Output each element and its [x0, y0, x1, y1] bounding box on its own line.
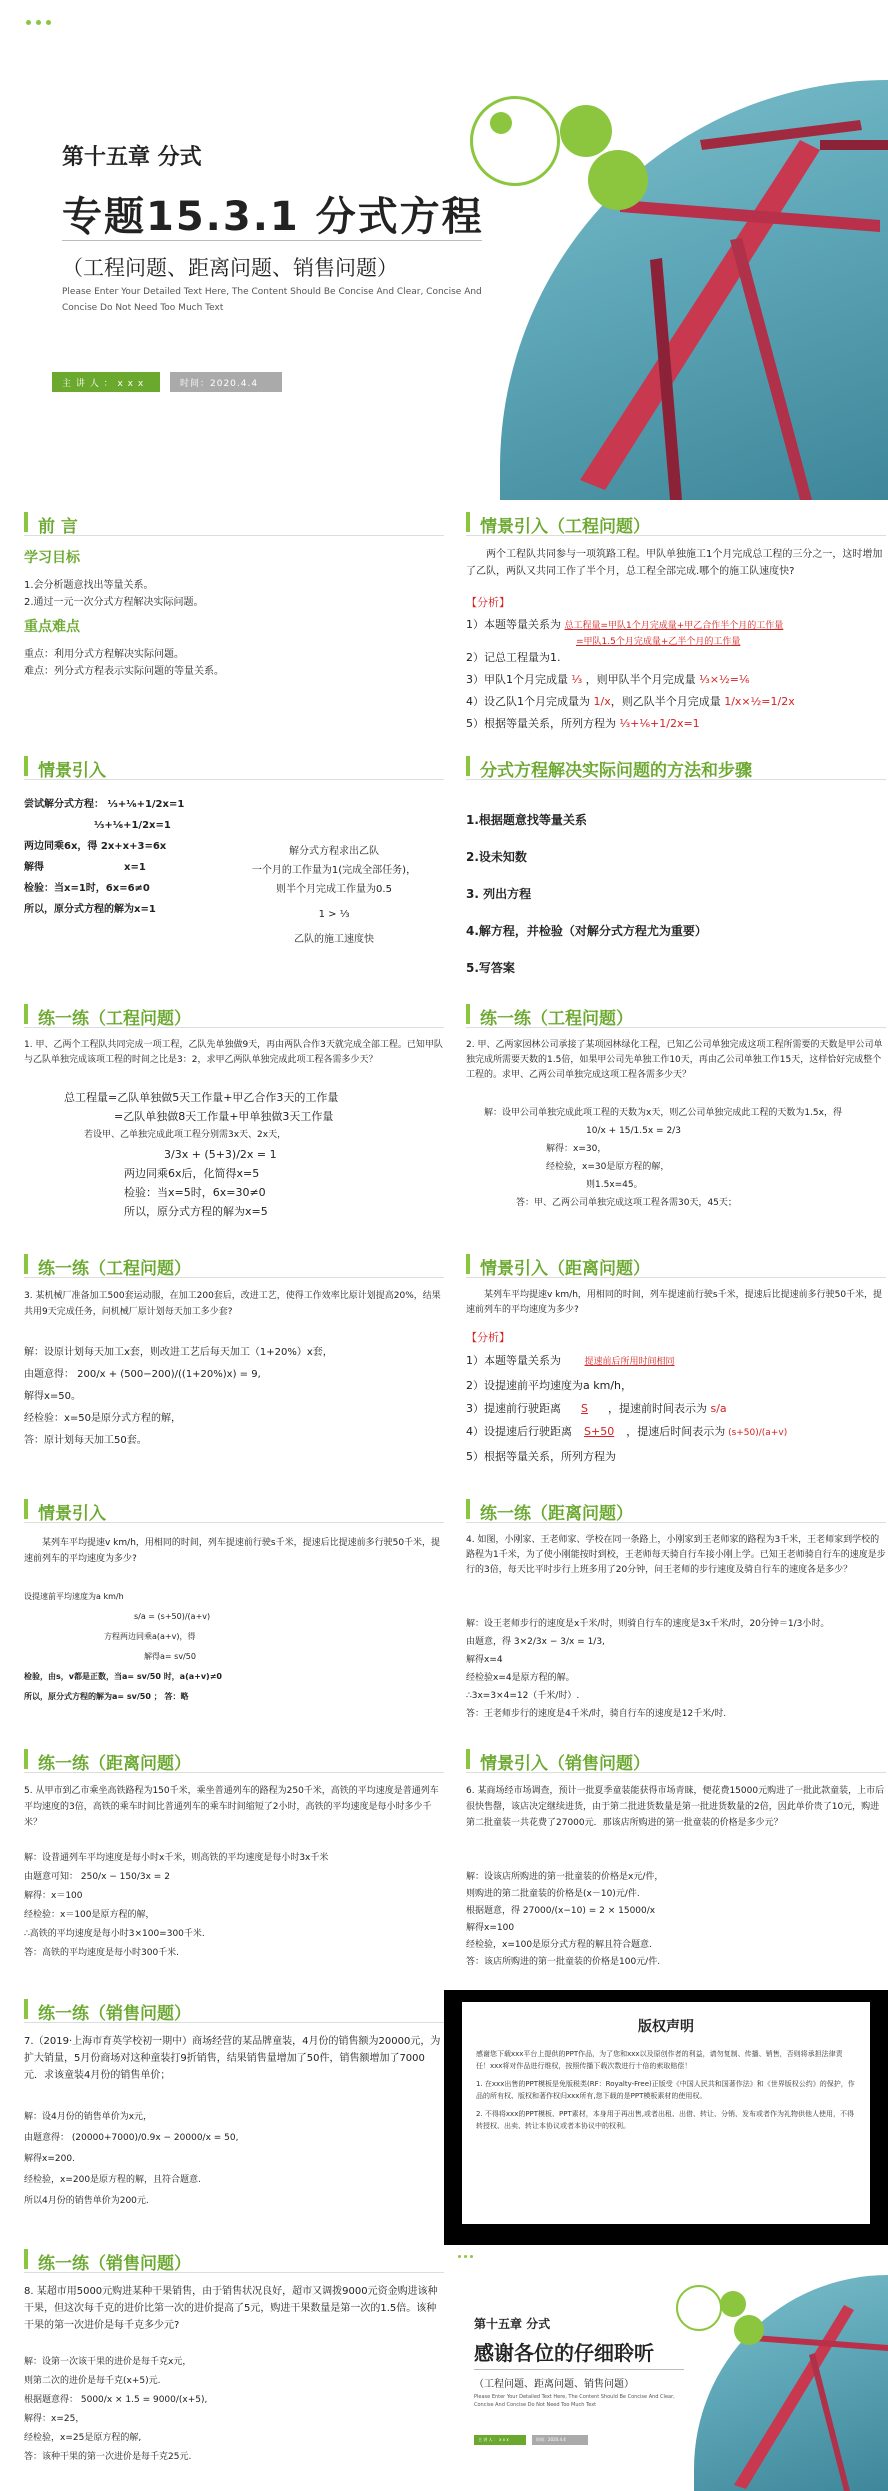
text-line: 乙队的施工速度快 — [294, 934, 374, 945]
slide-header — [466, 1745, 886, 1773]
slide-title: 情景引入（工程问题） — [480, 517, 650, 537]
text-line: 重点：利用分式方程解决实际问题。 — [24, 649, 184, 660]
slide-header — [466, 508, 886, 536]
slide-header — [24, 1495, 444, 1523]
paragraph: 3. 某机械厂准备加工500套运动服，在加工200套后，改进工艺，使得工作效率比原计划提高20%，结果共用9天完成任务，问机械厂原计划每天加工多少套? — [24, 1291, 441, 1317]
step: 5.写答案 — [466, 961, 515, 975]
text-line: 解得：x＝100 — [24, 1891, 83, 1901]
text-line: 解：设王老师步行的速度是x千米/时，则骑自行车的速度是3x千米/时，20分钟＝1/3小时。 — [466, 1619, 830, 1629]
slide-title: 情景引入 — [38, 761, 106, 781]
text-line: 两边同乘6x后，化简得x=5 — [124, 1167, 260, 1180]
question: ，则甲队半个月完成量 — [585, 673, 696, 686]
text-line: 解得x=4 — [466, 1655, 503, 1665]
text-line: 时，a(a+v)≠0 — [163, 1672, 222, 1681]
step: 3. 列出方程 — [466, 887, 532, 901]
slide-header — [24, 1000, 444, 1028]
step: 1.根据题意找等量关系 — [466, 813, 587, 827]
cover-slide — [0, 0, 888, 500]
dot-decoration — [470, 2255, 473, 2258]
slide-header — [466, 1250, 886, 1278]
slide-title: 练一练（工程问题） — [38, 1259, 191, 1279]
paragraph: 某列车平均提速v km/h，用相同的时间，列车提速前行驶s千米，提速后比提速前多行驶50千米，提速前列车的平均速度为多少? — [24, 1538, 441, 1564]
slide-scenario-distance: 情景引入（距离问题） 某列车平均提速v km/h，用相同的时间，列车提速前行驶s千米，提速后比提速前多行驶50千米，提速前列车的平均速度为多少? 【分析】 1）本题等量关系为 提速前后所用时间相同 2）设提速前平均速度为a km/h， 3）提速前行驶距离 S ，提速前时间表示为 s/a 4）设提速后行驶距离 S+50 ，提速后时间表示为 (s+50)/(a+v) 5）根据等量关系，所列方程为 — [466, 1250, 886, 1480]
text-line: 经检验，x=30是原方程的解， — [546, 1162, 670, 1172]
slide-scenario: 情景引入 尝试解分式方程： ⅓+⅙+1/2x=1 ⅓+⅙+1/2x=1 两边同乘6x，得 2x+x+3=6x 解得 x=1 检验：当x=1时，6x=6≠0 所以，原分式方程的解为x=1 解分式方程求出乙队 一个月的工作量为1(完成全部任务)， 则半个月完成工作量为0.5 1 > ⅓ 乙队的施工速度快 — [24, 752, 444, 982]
question: 5）根据等量关系，所列方程为 — [466, 1450, 616, 1463]
title-accent-bar — [466, 756, 470, 776]
step: 2.设未知数 — [466, 850, 527, 864]
text-line: 2.通过一元一次分式方程解决实际问题。 — [24, 597, 204, 608]
slide-title: 练一练（销售问题） — [38, 2004, 191, 2024]
slide-preface — [24, 508, 444, 738]
slide-practice-3: 练一练（工程问题） 3. 某机械厂准备加工500套运动服，在加工200套后，改进工艺，使得工作效率比原计划提高20%，结果共用9天完成任务，问机械厂原计划每天加工多少套? 解：设原计划每天加工x套，则改进工艺后每天加工（1+20%）x套， 由题意得： 200/x + (500−200)/((1+20%)x) = 9, 解得x=50。 经检验：x=50是原分式方程的解， 答：原计划每天加工50套。 — [24, 1250, 444, 1480]
text-line: 经检验，x=100是原分式方程的解且符合题意. — [466, 1940, 652, 1950]
equation: 总工程量=乙队单独做5天工作量+甲乙合作3天的工作量 — [64, 1091, 339, 1104]
text-line: 解：设普通列车平均速度是每小时x千米，则高铁的平均速度是每小时3x千米 — [24, 1853, 329, 1863]
text-line: 由题意得： — [24, 2133, 70, 2143]
text-line: 答：原计划每天加工50套。 — [24, 1435, 147, 1446]
question: 5）根据等量关系，所列方程为 — [466, 717, 616, 730]
title-accent-bar — [24, 1254, 28, 1274]
green-ring — [676, 2285, 722, 2331]
question: 1）本题等量关系为 — [466, 618, 561, 631]
slide-practice-8: 练一练（销售问题） 8. 某超市用5000元购进某种干果销售，由于销售状况良好，超市又调拨9000元资金购进该种干果，但这次每千克的进价比第一次的进价提高了5元，购进干果数量是第一次的1.5倍。该种干果的第一次进价是每千克多少元? 解：设第一次该干果的进价是每千克x元， 则第二次的进价是每千克(x+5)元. 根据题意得： 5000/x × 1.5 = 9000/(x+5), 解得：x=25， 经检验，x=25是原方程的解, 答：该种干果的第一次进价是每千克25元. — [24, 2245, 444, 2480]
text-line: 设提速前平均速度为a km/h — [24, 1592, 124, 1601]
text-line: 解得x=200. — [24, 2154, 75, 2164]
text-line: ∴高铁的平均速度是每小时3×100=300千米. — [24, 1929, 205, 1939]
text-line: 尝试解分式方程： — [24, 799, 104, 810]
title-accent-bar — [466, 1749, 470, 1769]
text-line: 若设甲、乙单独完成此项工程分别需3x天、2x天， — [84, 1130, 287, 1140]
copyright-title: 版权声明 — [638, 2019, 694, 2035]
text-line: 由题意，得 — [466, 1637, 512, 1647]
green-circle — [720, 2291, 746, 2317]
text-line: 所以，原分式方程的解为x=1 — [24, 904, 156, 915]
slide-title: 练一练（工程问题） — [38, 1009, 191, 1029]
text-line: 解分式方程求出乙队 — [289, 846, 379, 857]
text-line: 经检验：x＝100是原方程的解， — [24, 1910, 155, 1920]
english-text: Please Enter Your Detailed Text Here, The Content Should Be Concise And Clear, Concise And Concise Do Not Need Too Much Text — [474, 2394, 675, 2408]
slide-header — [24, 752, 444, 780]
text-line: 方程两边同乘a(a+v)，得 — [104, 1632, 196, 1641]
text-line: 解：设4月份的销售单价为x元， — [24, 2112, 153, 2122]
question: 1）本题等量关系为 — [466, 1354, 561, 1367]
green-circle — [560, 105, 612, 157]
text-line: 解得：x=25， — [24, 2414, 85, 2424]
text-line: 解得x=50。 — [24, 1391, 82, 1402]
slide-title: 练一练（销售问题） — [38, 2254, 191, 2274]
text-line: 解得x=100 — [466, 1923, 515, 1933]
text-line: 检验：当x=5时，6x=30≠0 — [124, 1186, 266, 1199]
slide-practice-5: 练一练（距离问题） 5. 从甲市到乙市乘坐高铁路程为150千米，乘坐普通列车的路程为250千米，高铁的平均速度是普通列车平均速度的3倍，高铁的乘车时间比普通列车的乘车时间缩短了2小时，高铁的平均速度是每小时多少千米？ 解：设普通列车平均速度是每小时x千米，则高铁的平均速度是每小时3x千米 由题意可知： 250/x − 150/3x = 2 解得：x＝100 经检验：x＝100是原方程的解， ∴高铁的平均速度是每小时3×100=300千米. 答：高铁的平均速度是每小时300千米. — [24, 1745, 444, 1975]
slide-header — [24, 1250, 444, 1278]
paragraph: 8. 某超市用5000元购进某种干果销售，由于销售状况良好，超市又调拨9000元资金购进该种干果，但这次每千克的进价比第一次的进价提高了5元，购进干果数量是第一次的1.5倍。该种干果的第一次进价是每千克多少元? — [24, 2286, 438, 2331]
text-line: 解：设甲公司单独完成此项工程的天数为x天，则乙公司单独完成此工程的天数为1.5x，得 — [484, 1108, 842, 1118]
text-line: 根据题意得： — [24, 2395, 79, 2405]
dot-decoration — [464, 2255, 467, 2258]
text-line: 1.会分析题意找出等量关系。 — [24, 580, 154, 591]
text-line: 检验，由s，v都是正数，当a= — [24, 1672, 135, 1681]
title-accent-bar — [24, 1999, 28, 2019]
text-line: 解：设原计划每天加工x套，则改进工艺后每天加工（1+20%）x套， — [24, 1347, 333, 1358]
heading: 学习目标 — [24, 550, 80, 566]
subtitle: （工程问题、距离问题、销售问题） — [474, 2379, 634, 2390]
text-line: 答：略 — [164, 1692, 189, 1701]
text-line: 答：甲、乙两公司单独完成这项工程各需30天，45天； — [516, 1198, 737, 1208]
title-accent-bar — [466, 1004, 470, 1024]
dot-decoration — [26, 20, 31, 25]
text-line: 答：高铁的平均速度是每小时300千米. — [24, 1948, 180, 1958]
text-line: 检验：当x=1时，6x=6≠0 — [24, 883, 150, 894]
text-line: 1. 在xxx出售的PPT模板是免版税类(RF：Royalty-Free)正版受《中国人民共和国著作法》和《世界版权公约》的保护，作品的所有权、版权和著作权归xxx所有,您下载的是PPT模板素材的使用权。 — [476, 2080, 855, 2100]
slide-header — [24, 2245, 444, 2273]
question: ，提速后时间表示为 — [626, 1425, 726, 1438]
slide-header — [466, 752, 886, 780]
slide-title: 情景引入（销售问题） — [480, 1754, 650, 1774]
text-line: 解得 — [24, 862, 44, 873]
question: 4）设乙队1个月完成量为 — [466, 695, 590, 708]
paragraph: 7.（2019·上海市育英学校初一期中）商场经营的某品牌童装，4月份的销售额为20000元，为扩大销量，5月份商场对这种童装打9折销售，结果销售量增加了50件，销售额增加了7000元．求该童装4月份的销售单价； — [24, 2036, 441, 2081]
title-accent-bar — [466, 1254, 470, 1274]
analysis-label: 【分析】 — [466, 596, 510, 609]
slide-title: 前 言 — [38, 517, 78, 537]
green-circle — [588, 150, 648, 210]
text-line: 难点：列分式方程表示实际问题的等量关系。 — [24, 666, 224, 677]
answer: 总工程量=甲队1个月完成量+甲乙合作半个月的工作量 — [564, 621, 784, 631]
slide-scenario-2: 情景引入 某列车平均提速v km/h，用相同的时间，列车提速前行驶s千米，提速后比提速前多行驶50千米，提速前列车的平均速度为多少? 设提速前平均速度为a km/h s/a = (s+50)/(a+v) 方程两边同乘a(a+v)，得 解得a= sv/50 检验，由s，v都是正数，当a= sv/50 时，a(a+v)≠0 所以，原分式方程的解为a= sv/50 ； 答：略 — [24, 1495, 444, 1725]
slide-header — [24, 1745, 444, 1773]
title-accent-bar — [24, 1499, 28, 1519]
title-accent-bar — [24, 2249, 28, 2269]
text-line: 根据题意，得 — [466, 1906, 521, 1916]
paragraph: 2. 甲、乙两家园林公司承接了某项园林绿化工程，已知乙公司单独完成这项工程所需要的天数是甲公司单独完成所需要天数的1.5倍，如果甲公司先单独工作10天，再由乙公司单独工作15天，这样恰好完成整个工程的。求甲、乙两公司单独完成这项工程各需多少天？ — [466, 1040, 883, 1080]
text-line: 1 > — [318, 909, 337, 920]
slide-end — [444, 2245, 888, 2491]
text-line: x=1 — [124, 862, 146, 873]
slide-title: 练一练（工程问题） — [480, 1009, 633, 1029]
green-ring — [470, 96, 560, 186]
text-line: 2. 不得将xxx的PPT模板、PPT素材，本身用于再出售,或者出租、出借、转让、分销、发布或者作为礼物供他人使用，不得转授权、出卖、转让本协议或者本协议中的权利。 — [476, 2110, 854, 2130]
text-line: 答：该店所购进的第一批童装的价格是100元/件. — [466, 1957, 661, 1967]
dot-decoration — [36, 20, 41, 25]
text-line: 经检验：x=50是原分式方程的解， — [24, 1413, 182, 1424]
text-line: 所以4月份的销售单价为200元. — [24, 2196, 149, 2206]
paragraph: 某列车平均提速v km/h，用相同的时间，列车提速前行驶s千米，提速后比提速前多行驶50千米，提速前列车的平均速度为多少? — [466, 1290, 883, 1315]
text-line: 经检验，x=200是原方程的解，且符合题意. — [24, 2175, 201, 2185]
speaker-tag: 主 讲 人 ： x x x — [52, 372, 160, 392]
slide-header — [466, 1000, 886, 1028]
title-accent-bar — [24, 756, 28, 776]
text-line: 感谢您下载xxx平台上提供的PPT作品，为了您和xxx以及原创作者的利益，请勿复制、传播、销售，否则将承担法律责任！xxx将对作品进行维权，按照传播下载次数进行十倍的索取赔偿！ — [476, 2050, 843, 2070]
question: 3）提速前行驶距离 — [466, 1402, 561, 1415]
text-line: 所以，原分式方程的解为a= — [24, 1692, 125, 1701]
chapter-title: 第十五章 分式 — [62, 145, 202, 170]
text-line: 则半个月完成工作量为0.5 — [276, 884, 392, 895]
slide-scenario-engineering: 情景引入（工程问题） 两个工程队共同参与一项筑路工程。甲队单独施工1个月完成总工程的三分之一，这时增加了乙队，两队又共同工作了半个月，总工程全部完成.哪个的施工队速度快? 【分析】 1）本题等量关系为 总工程量=甲队1个月完成量+甲乙合作半个月的工作量 =甲队1.5个月完成量+乙半个月的工作量 2）记总工程量为1. 3）甲队1个月完成量 ⅓ ，则甲队半个月完成量 ⅓×½=⅙ 4）设乙队1个月完成量为 1/x，则乙队半个月完成量 1/x×½=1/2x 5）根据等量关系，所列方程为 ⅓+⅙+1/2x=1 — [466, 508, 886, 738]
green-circle — [490, 112, 512, 134]
paragraph: 两个工程队共同参与一项筑路工程。甲队单独施工1个月完成总工程的三分之一，这时增加了乙队，两队又共同工作了半个月，总工程全部完成.哪个的施工队速度快? — [466, 549, 883, 577]
text-line: 答：该种干果的第一次进价是每千克25元. — [24, 2452, 192, 2462]
question: ，则乙队半个月完成量 — [610, 695, 721, 708]
slide-scenario-sales: 情景引入（销售问题） 6. 某商场经市场调查，预计一批夏季童装能获得市场青睐，便花费15000元购进了一批此款童装，上市后很快售罄，该店决定继续进货，由于第二批进货数量是第一批进货数量的2倍，因此单价贵了10元，购进第二批童装一共花费了27000元．那该店所购进的第一批童装的价格是多少元？ 解：设该店所购进的第一批童装的价格是x元/件， 则购进的第二批童装的价格是(x－10)元/件. 根据题意，得 27000/(x−10) = 2 × 15000/x 解得x=100 经检验，x=100是原分式方程的解且符合题意. 答：该店所购进的第一批童装的价格是100元/件. — [466, 1745, 886, 1975]
text-line: 则1.5x=45。 — [586, 1180, 643, 1190]
paragraph: 6. 某商场经市场调查，预计一批夏季童装能获得市场青睐，便花费15000元购进了一批此款童装，上市后很快售罄，该店决定继续进货，由于第二批进货数量是第一批进货数量的2倍，因此单价贵了10元，购进第二批童装一共花费了27000元．那该店所购进的第一批童装的价格是多少元？ — [466, 1786, 885, 1828]
slide-steps — [466, 752, 886, 982]
text-line: 答：王老师步行的速度是4千米/时，骑自行车的速度是12千米/时. — [466, 1709, 727, 1719]
text-line: 两边同乘6x，得 2x+x+3=6x — [24, 841, 167, 852]
slide-title: 练一练（距离问题） — [38, 1754, 191, 1774]
heading: 重点难点 — [24, 619, 80, 635]
step: 4.解方程，并检验（对解分式方程尤为重要） — [466, 924, 707, 938]
dot-decoration — [46, 20, 51, 25]
answer: =甲队1.5个月完成量+乙半个月的工作量 — [576, 637, 741, 647]
text-line: 则第二次的进价是每千克(x+5)元. — [24, 2376, 161, 2386]
text-line: ∴3x=3×4=12（千米/时）. — [466, 1691, 580, 1701]
question: 3）甲队1个月完成量 — [466, 673, 568, 686]
equation: =乙队单独做8天工作量+甲单独做3天工作量 — [114, 1110, 334, 1123]
title-accent-bar — [24, 1749, 28, 1769]
speaker-tag: 主 讲 人 ： x x x — [474, 2435, 526, 2445]
title-accent-bar — [24, 512, 28, 532]
date-tag: 时间：2020.4.4 — [170, 372, 282, 392]
question: ，提速前时间表示为 — [607, 1402, 707, 1415]
divider — [62, 240, 482, 241]
text-line: 经检验x=4是原方程的解。 — [466, 1673, 575, 1683]
title-accent-bar — [466, 1499, 470, 1519]
text-line: 经检验，x=25是原方程的解, — [24, 2433, 142, 2443]
text-line: 由题意得： — [24, 1369, 74, 1380]
slide-practice-7: 练一练（销售问题） 7.（2019·上海市育英学校初一期中）商场经营的某品牌童装，4月份的销售额为20000元，为扩大销量，5月份商场对这种童装打9折销售，结果销售量增加了50件，销售额增加了7000元．求该童装4月份的销售单价； 解：设4月份的销售单价为x元， 由题意得： (20000+7000)/0.9x − 20000/x = 50, 解得x=200. 经检验，x=200是原方程的解，且符合题意. 所以4月份的销售单价为200元. — [24, 1995, 444, 2225]
slide-title: 情景引入 — [38, 1504, 106, 1524]
main-title: 专题15.3.1 分式方程 — [62, 194, 484, 240]
subtitle: （工程问题、距离问题、销售问题） — [62, 256, 398, 280]
answer: S+50 — [584, 1425, 615, 1438]
divider — [474, 2369, 684, 2370]
slide-practice-1: 练一练（工程问题） 1. 甲、乙两个工程队共同完成一项工程，乙队先单独做9天，再由两队合作3天就完成全部工程。已知甲队与乙队单独完成该项工程的时间之比是3：2，求甲乙两队单独完成此项工程各需多少天？ 总工程量=乙队单独做5天工作量+甲乙合作3天的工作量 =乙队单独做8天工作量+甲单独做3天工作量 若设甲、乙单独完成此项工程分别需3x天、2x天， 3/3x + (5+3)/2x = 1 两边同乘6x后，化简得x=5 检验：当x=5时，6x=30≠0 所以，原分式方程的解为x=5 — [24, 1000, 444, 1235]
date-tag: 时间：2020.4.4 — [532, 2435, 588, 2445]
english-text: Please Enter Your Detailed Text Here, The Content Should Be Concise And Clear, Concise And Concise Do Not Need Too Much Text — [62, 287, 482, 313]
text-line: 解：设该店所购进的第一批童装的价格是x元/件， — [466, 1872, 664, 1882]
slide-copyright — [444, 1990, 888, 2245]
slide-header — [466, 1495, 886, 1523]
slide-header — [24, 1995, 444, 2023]
text-line: 解得：x=30， — [546, 1144, 607, 1154]
paragraph: 5. 从甲市到乙市乘坐高铁路程为150千米，乘坐普通列车的路程为250千米，高铁的平均速度是普通列车平均速度的3倍，高铁的乘车时间比普通列车的乘车时间缩短了2小时，高铁的平均速度是每小时多少千米？ — [24, 1786, 439, 1828]
text-line: 解得a= — [144, 1652, 172, 1661]
slide-practice-4: 练一练（距离问题） 4. 如图，小刚家、王老师家、学校在同一条路上，小刚家到王老师家的路程为3千米，王老师家到学校的路程为1千米，为了使小刚能按时到校，王老师每天骑自行车接小刚上学。已知王老师骑自行车的速度是步行的3倍，每天比平时步行上班多用了20分钟，问王老师的步行速度及骑自行车的速度各是多少？ 解：设王老师步行的速度是x千米/时，则骑自行车的速度是3x千米/时，20分钟＝1/3小时。 由题意，得 3×2/3x − 3/x = 1/3, 解得x=4 经检验x=4是原方程的解。 ∴3x=3×4=12（千米/时）. 答：王老师步行的速度是4千米/时，骑自行车的速度是12千米/时. — [466, 1495, 886, 1735]
title-accent-bar — [466, 512, 470, 532]
text-line: 解：设第一次该干果的进价是每千克x元， — [24, 2357, 192, 2367]
paragraph: 4. 如图，小刚家、王老师家、学校在同一条路上，小刚家到王老师家的路程为3千米，王老师家到学校的路程为1千米，为了使小刚能按时到校，王老师每天骑自行车接小刚上学。已知王老师骑自行车的速度是步行的3倍，每天比平时步行上班多用了20分钟，问王老师的步行速度及骑自行车的速度各是多少？ — [466, 1535, 886, 1575]
paragraph: 1. 甲、乙两个工程队共同完成一项工程，乙队先单独做9天，再由两队合作3天就完成全部工程。已知甲队与乙队单独完成该项工程的时间之比是3：2，求甲乙两队单独完成此项工程各需多少天？ — [24, 1040, 443, 1065]
dot-decoration — [458, 2255, 461, 2258]
text-line: 所以，原分式方程的解为x=5 — [124, 1205, 268, 1218]
slide-title: 分式方程解决实际问题的方法和步骤 — [480, 761, 752, 781]
text-line: 则购进的第二批童装的价格是(x－10)元/件. — [466, 1889, 640, 1899]
text-line: 一个月的工作量为1(完成全部任务)， — [251, 865, 417, 876]
title-accent-bar — [24, 1004, 28, 1024]
slide-title: 练一练（距离问题） — [480, 1504, 633, 1524]
thanks-title: 感谢各位的仔细聆听 — [474, 2341, 654, 2365]
answer: S — [581, 1402, 588, 1415]
green-circle — [734, 2315, 764, 2345]
slide-header — [24, 508, 444, 536]
chapter-title: 第十五章 分式 — [474, 2317, 551, 2331]
question: 2）记总工程量为1. — [466, 651, 561, 664]
question: 2）设提速前平均速度为a km/h， — [466, 1379, 632, 1392]
question: 4）设提速后行驶距离 — [466, 1425, 572, 1438]
analysis-label: 【分析】 — [466, 1331, 510, 1344]
slide-practice-2: 练一练（工程问题） 2. 甲、乙两家园林公司承接了某项园林绿化工程，已知乙公司单独完成这项工程所需要的天数是甲公司单独完成所需要天数的1.5倍，如果甲公司先单独工作10天，再由乙公司单独工作15天，这样恰好完成整个工程的。求甲、乙两公司单独完成这项工程各需多少天？ 解：设甲公司单独完成此项工程的天数为x天，则乙公司单独完成此工程的天数为1.5x，得 10/x + 15/1.5x = 2/3 解得：x=30， 经检验，x=30是原方程的解， 则1.5x=45。 答：甲、乙两公司单独完成这项工程各需30天，45天； — [466, 1000, 886, 1235]
slide-title: 情景引入（距离问题） — [480, 1259, 650, 1279]
answer: 提速前后所用时间相同 — [584, 1357, 675, 1367]
text-line: 由题意可知： — [24, 1872, 79, 1882]
